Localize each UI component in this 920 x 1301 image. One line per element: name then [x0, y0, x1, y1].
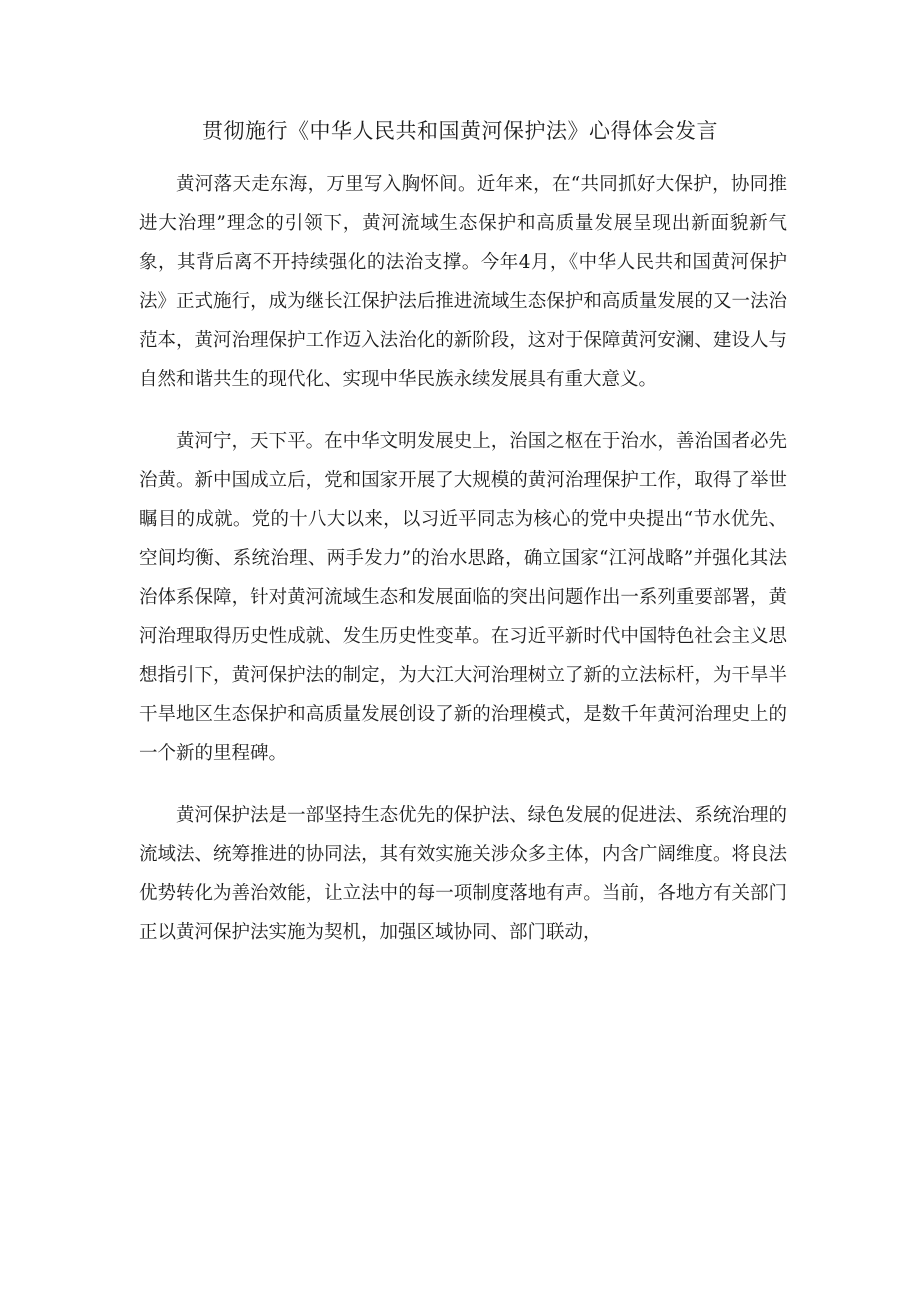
paragraph-3: 黄河保护法是一部坚持生态优先的保护法、绿色发展的促进法、系统治理的流域法、统筹推进的协同法，其有效实施关涉众多主体，内含广阔维度。将良法优势转化为善治效能，让立法中的每一项制度落地有声。当前，各地方有关部门正以黄河保护法实施为契机，加强区域协同、部门联动，	[139, 805, 787, 943]
paragraph-2: 黄河宁，天下平。在中华文明发展史上，治国之枢在于治水，善治国者必先治黄。新中国成立后，党和国家开展了大规模的黄河治理保护工作，取得了举世瞩目的成就。党的十八大以来，以习近平同志为核心的党中央提出“节水优先、空间均衡、系统治理、两手发力”的治水思路，确立国家“江河战略”并强化其法治体系保障，针对黄河流域生态和发展面临的突出问题作出一系列重要部署，黄河治理取得历史性成就、发生历史性变革。在习近平新时代中国特色社会主义思想指引下，黄河保护法的制定，为大江大河治理树立了新的立法标杆，为干旱半干旱地区生态保护和高质量发展创设了新的治理模式，是数千年黄河治理史上的一个新的里程碑。	[139, 431, 787, 764]
document-body	[139, 165, 787, 975]
document-title: 贯彻施行《中华人民共和国黄河保护法》心得体会发言	[202, 119, 718, 143]
paragraph-1: 黄河落天走东海，万里写入胸怀间。近年来，在“共同抓好大保护，协同推进大治理”理念的引领下，黄河流域生态保护和高质量发展呈现出新面貌新气象，其背后离不开持续强化的法治支撑。今年4月，《中华人民共和国黄河保护法》正式施行，成为继长江保护法后推进流域生态保护和高质量发展的又一法治范本，黄河治理保护工作迈入法治化的新阶段，这对于保障黄河安澜、建设人与自然和谐共生的现代化、实现中华民族永续发展具有重大意义。	[139, 174, 787, 390]
